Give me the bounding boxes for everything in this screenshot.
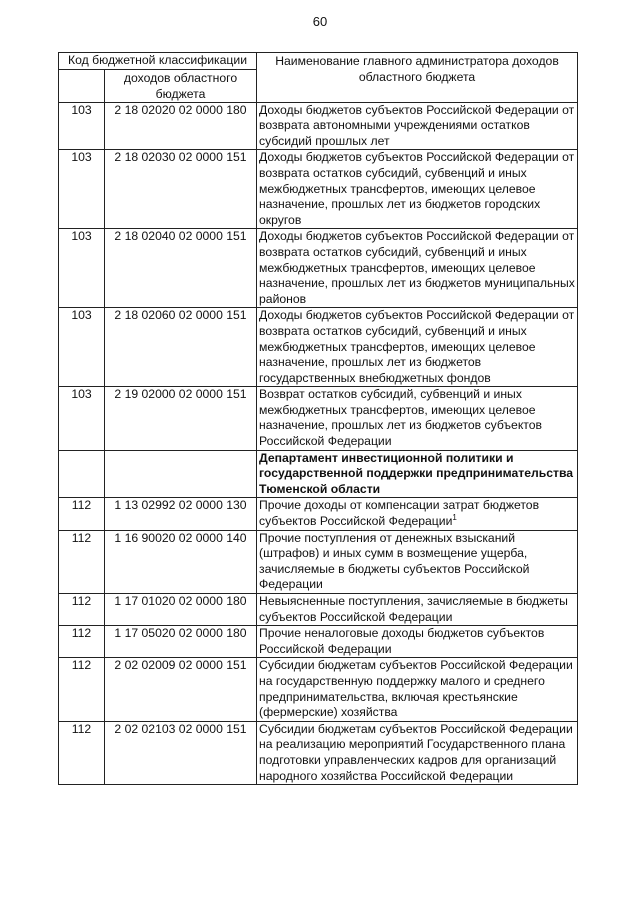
table-row: [59, 721, 578, 784]
income-name-cell: [257, 150, 578, 229]
income-name-cell: [257, 229, 578, 308]
department-row: [59, 450, 578, 498]
income-name-cell: [257, 308, 578, 387]
income-name-cell: [257, 721, 578, 784]
income-name-cell: [257, 594, 578, 626]
income-code-cell: 1 17 05020 02 0000 180: [105, 626, 257, 658]
income-name-text: Прочие поступления от денежных взысканий (штрафов) и иных сумм в возмещение ущерба, зачисляемые в бюджеты субъектов Российской Федерации: [259, 530, 530, 592]
income-name-cell: [257, 626, 578, 658]
admin-code-cell: [59, 450, 105, 498]
admin-code-cell: 112: [59, 626, 105, 658]
income-code-cell: 1 17 01020 02 0000 180: [105, 594, 257, 626]
table-row: [59, 308, 578, 387]
header-admin-blank: [59, 69, 105, 102]
table-row: [59, 626, 578, 658]
table-row: [59, 530, 578, 593]
income-code-cell: [105, 450, 257, 498]
income-name-text: Доходы бюджетов субъектов Российской Федерации от возврата остатков субсидий, субвенций и иных межбюджетных трансфертов, имеющих целевое назначение, прошлых лет из бюджетов государственных внебюджетных фондов: [259, 308, 575, 385]
income-name-text: Доходы бюджетов субъектов Российской Федерации от возврата автономными учреждениями остатков субсидий прошлых лет: [259, 102, 575, 148]
admin-code-cell: 112: [59, 721, 105, 784]
admin-code-cell: 103: [59, 308, 105, 387]
income-code-cell: 2 02 02103 02 0000 151: [105, 721, 257, 784]
income-code-cell: 2 19 02000 02 0000 151: [105, 387, 257, 450]
table-row: [59, 387, 578, 450]
income-name-text: Возврат остатков субсидий, субвенций и иных межбюджетных трансфертов, имеющих целевое назначение, прошлых лет из бюджетов субъектов Российской Федерации: [259, 387, 542, 449]
table-row: [59, 594, 578, 626]
table-row: [59, 658, 578, 721]
income-name-text: Субсидии бюджетам субъектов Российской Федерации на реализацию мероприятий Государственного плана подготовки управленческих кадров для организаций народного хозяйства Российской Федерации: [259, 721, 573, 783]
income-name-cell: [257, 387, 578, 450]
admin-code-cell: 103: [59, 229, 105, 308]
admin-code-cell: 103: [59, 150, 105, 229]
income-code-cell: 2 18 02030 02 0000 151: [105, 150, 257, 229]
income-code-cell: 1 13 02992 02 0000 130: [105, 498, 257, 530]
table-row: [59, 150, 578, 229]
header-income-code: доходов областного бюджета: [105, 69, 257, 102]
admin-code-cell: 112: [59, 658, 105, 721]
header-budget-code: Код бюджетной классификации: [59, 53, 257, 70]
income-name-cell: [257, 102, 578, 150]
table-row: [59, 229, 578, 308]
department-name-cell: [257, 450, 578, 498]
admin-code-cell: 112: [59, 530, 105, 593]
footnote-marker: 1: [452, 512, 457, 522]
income-code-cell: 2 18 02040 02 0000 151: [105, 229, 257, 308]
income-name-text: Прочие неналоговые доходы бюджетов субъектов Российской Федерации: [259, 626, 545, 656]
admin-code-cell: 112: [59, 594, 105, 626]
admin-code-cell: 103: [59, 387, 105, 450]
income-name-text: Доходы бюджетов субъектов Российской Федерации от возврата остатков субсидий, субвенций и иных межбюджетных трансфертов, имеющих целевое назначение, прошлых лет из бюджетов муниципальных районов: [259, 229, 575, 306]
income-name-text: Прочие доходы от компенсации затрат бюджетов субъектов Российской Федерации: [259, 498, 540, 529]
income-name-text: Невыясненные поступления, зачисляемые в бюджеты субъектов Российской Федерации: [259, 594, 568, 624]
page-number: 60: [312, 14, 328, 29]
income-name-cell: [257, 658, 578, 721]
income-name-cell: [257, 498, 578, 530]
budget-classification-table: [58, 52, 578, 785]
income-code-cell: 2 02 02009 02 0000 151: [105, 658, 257, 721]
admin-code-cell: 103: [59, 102, 105, 150]
income-name-text: Субсидии бюджетам субъектов Российской Федерации на государственную поддержку малого и среднего предпринимательства, включая крестьянские (фермерские) хозяйства: [259, 658, 573, 720]
income-code-cell: 2 18 02020 02 0000 180: [105, 102, 257, 150]
admin-code-cell: 112: [59, 498, 105, 530]
table-row: [59, 102, 578, 150]
income-code-cell: 1 16 90020 02 0000 140: [105, 530, 257, 593]
income-name-cell: [257, 530, 578, 593]
income-name-text: Департамент инвестиционной политики и государственной поддержки предпринимательства Тюменской области: [259, 450, 574, 496]
income-name-text: Доходы бюджетов субъектов Российской Федерации от возврата остатков субсидий, субвенций и иных межбюджетных трансфертов, имеющих целевое назначение, прошлых лет из бюджетов городских округов: [259, 150, 575, 227]
header-admin-name: Наименование главного администратора доходов областного бюджета: [257, 53, 578, 103]
table-row: [59, 498, 578, 530]
income-code-cell: 2 18 02060 02 0000 151: [105, 308, 257, 387]
